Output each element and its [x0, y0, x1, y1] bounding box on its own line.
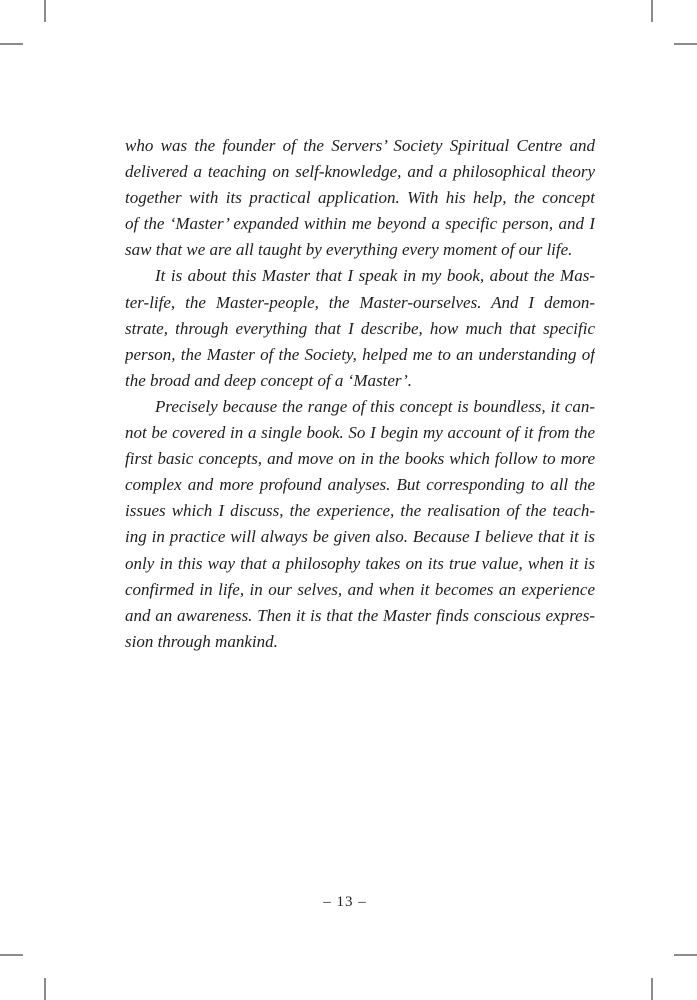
- text-line: and an awareness. Then it is that the Master finds conscious expres-: [125, 605, 595, 625]
- text-line: It is about this Master that I speak in my book, about the Mas-: [155, 266, 595, 286]
- text-line: delivered a teaching on self-knowledge, and a philosophical theory: [125, 162, 595, 182]
- text-line: strate, through everything that I describe, how much that specific: [125, 318, 595, 338]
- paragraph: [125, 133, 595, 263]
- text-line: saw that we are all taught by everything every moment of our life.: [125, 240, 573, 260]
- text-line: person, the Master of the Society, helped me to an understanding of: [125, 344, 595, 364]
- text-line: issues which I discuss, the experience, the realisation of the teach-: [125, 501, 595, 521]
- body-text-block: [125, 133, 595, 655]
- text-line: sion through mankind.: [125, 631, 278, 651]
- text-line: of the ‘Master’ expanded within me beyond a specific person, and I: [125, 214, 595, 234]
- crop-mark-bottom-right-vertical: [651, 978, 653, 1000]
- text-line: complex and more profound analyses. But corresponding to all the: [125, 475, 595, 495]
- crop-mark-bottom-left-vertical: [44, 978, 46, 1000]
- text-line: who was the founder of the Servers’ Society Spiritual Centre and: [125, 136, 595, 155]
- text-line: together with its practical application. With his help, the concept: [125, 188, 595, 208]
- text-line: first basic concepts, and move on in the books which follow to more: [125, 449, 595, 469]
- text-line: ing in practice will always be given also. Because I believe that it is: [125, 527, 595, 547]
- crop-mark-top-right-horizontal: [674, 43, 697, 45]
- text-line: only in this way that a philosophy takes on its true value, when it is: [125, 553, 595, 573]
- text-line: Precisely because the range of this concept is boundless, it can-: [155, 396, 595, 416]
- paragraph: [125, 263, 595, 393]
- text-line: ter-life, the Master-people, the Master-ourselves. And I demon-: [125, 292, 595, 312]
- crop-mark-top-left-horizontal: [0, 43, 23, 45]
- crop-mark-top-right-vertical: [651, 0, 653, 22]
- text-line: confirmed in life, in our selves, and when it becomes an experience: [125, 579, 595, 599]
- page-number: – 13 –: [323, 894, 367, 910]
- text-line: not be covered in a single book. So I begin my account of it from the: [125, 423, 595, 443]
- crop-mark-bottom-right-horizontal: [674, 954, 697, 956]
- text-line: the broad and deep concept of a ‘Master’.: [125, 370, 413, 390]
- crop-mark-bottom-left-horizontal: [0, 954, 23, 956]
- paragraph: [125, 394, 595, 655]
- crop-mark-top-left-vertical: [44, 0, 46, 22]
